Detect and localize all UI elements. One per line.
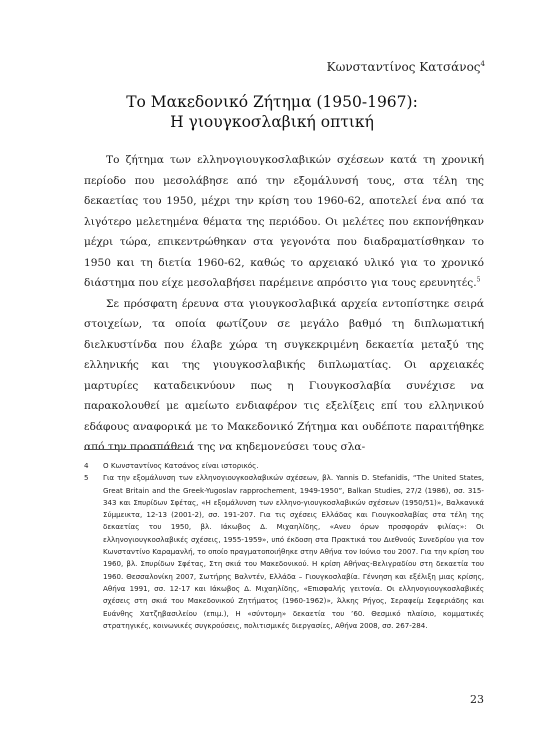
footnote-text: Για την εξομάλυνση των ελληνογιουγκοσλαβικών σχέσεων, βλ. Yannis D. Stefanidis, “The United States, Great Britain and the Greek-Yugoslav rapprochement, 1949-1950”, Balkan Studies, 27/2 (1986), σσ. 315-343 και Σπυρίδων Σφέτας, «Η εξομάλυνση των ελληνο-γιουγκοσλαβικών σχέσεων (1950/51)», Βαλκανικά Σύμμεικτα, 12-13 (2001-2), σσ. 191-207. Για τις σχέσεις Ελλάδας και Γιουγκοσλαβίας στα τέλη της δεκαετίας του 1950, βλ. Ιάκωβος Δ. Μιχαηλίδης, «Ανευ όρων προσφοράν φιλίας»: Οι ελληνογιουγκοσλαβικές σχέσεις, 1955-1959», υπό έκδοση στα Πρακτικά του Διεθνούς Συνεδρίου για τον Κωνσταντίνο Καραμανλή, το οποίο πραγματοποιήθηκε στην Αθήνα τον Ιούνιο του 2007. Για την κρίση του 1960, βλ. Σπυρίδων Σφέτας, Στη σκιά του Μακεδονικού. Η κρίση Αθήνας-Βελιγραδίου στη δεκαετία του 1960. Θεσσαλονίκη 2007, Σωτήρης Βαλντέν, Ελλάδα – Γιουγκοσλαβία. Γέννηση και εξέλιξη μιας κρίσης, Αθήνα 1991, σσ. 12-17 και Ιάκωβος Δ. Μιχαηλίδης, «Επισφαλής γειτονία. Οι ελληνογιουγκοσλαβικές σχέσεις στη σκιά του Μακεδονικού Ζητήματος (1960-1962)», Άλκης Ρήγος, Σεραφείμ Σεφεριάδης και Ευάνθης Χατζηβασιλείου (επιμ.), Η «σύντομη» δεκαετία του ’60. Θεσμικό πλαίσιο, κομματικές στρατηγικές, κοινωνικές συγκρούσεις, πολιτισμικές διεργασίες, Αθήνα 2008, σσ. 267-284. xyxy=(103,473,484,630)
title-line-2: Η γιουγκοσλαβική οπτική xyxy=(170,113,374,131)
footnote-4 xyxy=(84,460,484,472)
footnote-number: 5 xyxy=(84,473,89,483)
paragraph-1-text: Το ζήτημα των ελληνογιουγκοσλαβικών σχέσεων κατά τη χρονική περίοδο που μεσολάβησε από την εξομάλυνσή τους, στα τέλη της δεκαετίας του 1950, μέχρι την κρίση του 1960-62, αποτελεί ένα από τα λιγότερο μελετημένα θέματα της περιόδου. Οι μελέτες που εκπονήθηκαν μέχρι τώρα, επικεντρώθηκαν στα γεγονότα που διαδραματίσθηκαν το 1950 και τη διετία 1960-62, καθώς το αρχειακό υλικό για το χρονικό διάστημα που είχε μεσολαβήσει παρέμεινε απρόσιτο για τους ερευνητές. xyxy=(84,154,484,289)
paragraph-1 xyxy=(84,150,484,294)
footnote-mark: 4 xyxy=(480,60,485,68)
article-title xyxy=(60,92,484,132)
title-line-1: Το Μακεδονικό Ζήτημα (1950-1967): xyxy=(126,93,418,111)
body-text xyxy=(84,150,484,458)
running-header-author xyxy=(327,60,485,74)
footnote-text: Ο Κωνσταντίνος Κατσάνος είναι ιστορικός. xyxy=(103,461,259,470)
author-name: Κωνσταντίνος Κατσάνος xyxy=(326,60,481,74)
footnote-5 xyxy=(84,472,484,632)
paragraph-2: Σε πρόσφατη έρευνα στα γιουγκοσλαβικά αρχεία εντοπίστηκε σειρά στοιχείων, τα οποία φωτίζουν σε μεγάλο βαθμό τη διπλωματική διελκυστίνδα που έλαβε χώρα τη συγκεκριμένη δεκαετία μεταξύ της ελληνικής και της γιουγκοσλαβικής διπλωματίας. Οι αρχειακές μαρτυρίες καταδεικνύουν πως η Γιουγκοσλαβία συνέχισε να παρακολουθεί με αμείωτο ενδιαφέρον τις εξελίξεις επί του ελληνικού εδάφους αναφορικά με το Μακεδονικό Ζήτημα και ουδέποτε παραιτήθηκε από την προσπάθειά της να κηδεμονεύσει τους σλα- xyxy=(84,297,484,453)
footnote-rule xyxy=(84,449,194,450)
footnote-mark: 5 xyxy=(476,276,481,284)
footnotes xyxy=(84,460,484,632)
page-number: 23 xyxy=(470,693,484,706)
footnote-number: 4 xyxy=(84,461,89,470)
